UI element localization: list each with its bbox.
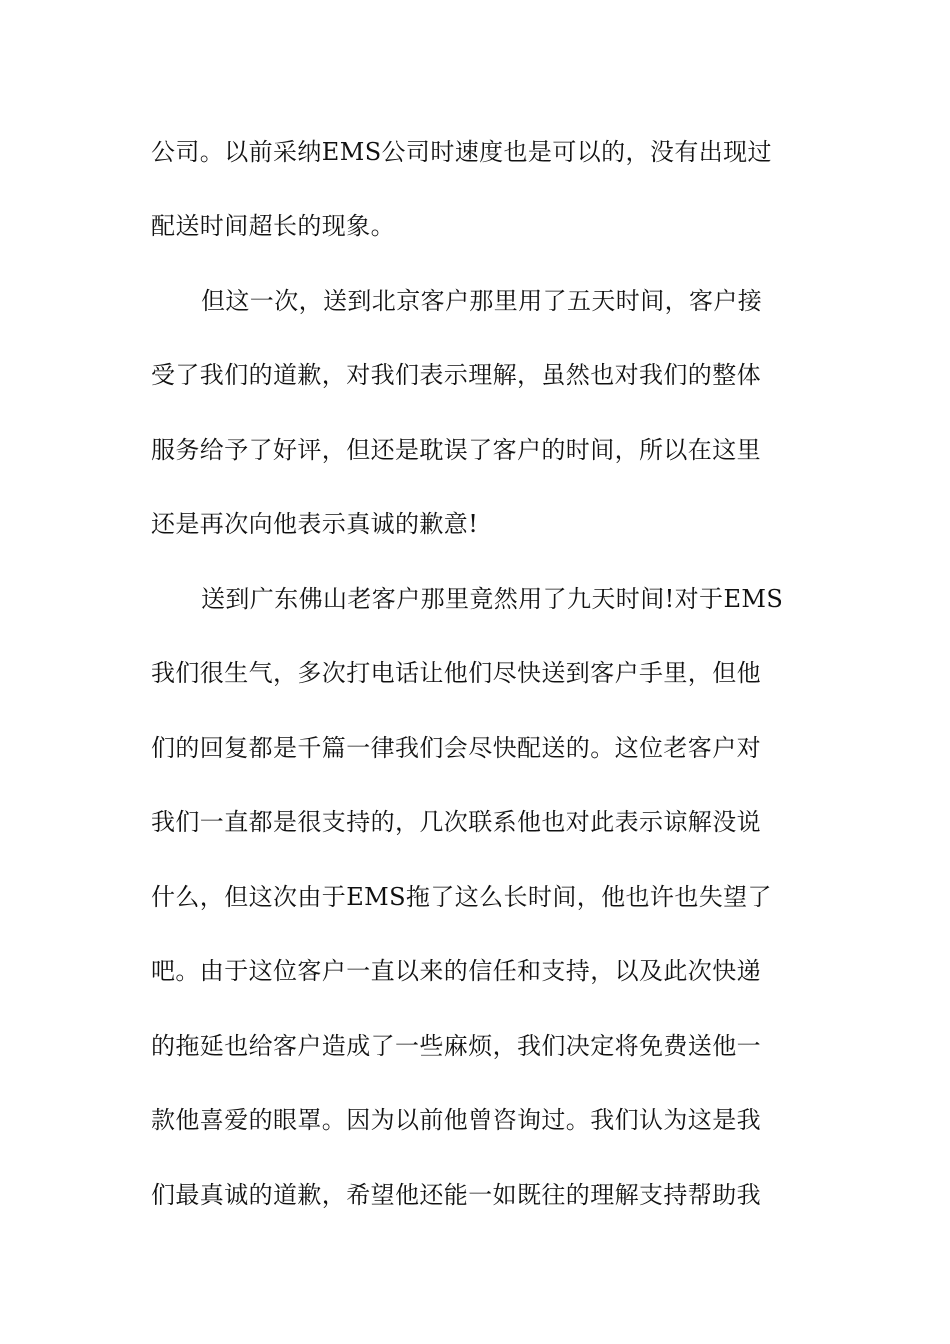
paragraph-start-line: 但这一次，送到北京客户那里用了五天时间，客户接 <box>201 287 763 315</box>
text-line: 我们很生气，多次打电话让他们尽快送到客户手里，但他 <box>151 659 761 687</box>
text-line: 服务给予了好评，但还是耽误了客户的时间，所以在这里 <box>151 436 761 464</box>
text-line: 的拖延也给客户造成了一些麻烦，我们决定将免费送他一 <box>151 1032 761 1060</box>
text-line: 配送时间超长的现象。 <box>151 212 395 240</box>
text-line: 款他喜爱的眼罩。因为以前他曾咨询过。我们认为这是我 <box>151 1106 761 1134</box>
text-line: 我们一直都是很支持的，几次联系他也对此表示谅解没说 <box>151 808 761 836</box>
text-line: 们的回复都是千篇一律我们会尽快配送的。这位老客户对 <box>151 734 761 762</box>
text-line: 还是再次向他表示真诚的歉意! <box>151 510 479 538</box>
text-line: 什么，但这次由于EMS拖了这么长时间，他也许也失望了 <box>151 883 772 911</box>
text-line: 们最真诚的道歉，希望他还能一如既往的理解支持帮助我 <box>151 1181 761 1209</box>
text-line: 吧。由于这位客户一直以来的信任和支持，以及此次快递 <box>151 957 761 985</box>
text-line: 公司。以前采纳EMS公司时速度也是可以的，没有出现过 <box>151 138 772 166</box>
paragraph-start-line: 送到广东佛山老客户那里竟然用了九天时间!对于EMS <box>201 585 784 613</box>
text-line: 受了我们的道歉，对我们表示理解，虽然也对我们的整体 <box>151 361 761 389</box>
